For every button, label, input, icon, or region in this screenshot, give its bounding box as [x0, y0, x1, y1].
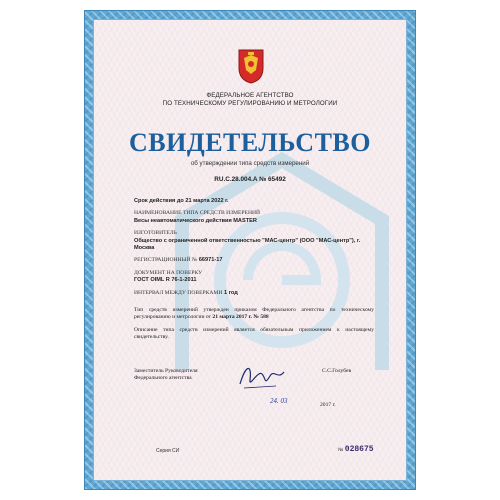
verification-doc-value: ГОСТ OIML R 76-1-2011 — [134, 277, 197, 284]
description-paragraph: Описание типа средств измерений является обязательным приложением к настоящему свидетельству. — [134, 326, 374, 341]
agency-line-1: ФЕДЕРАЛЬНОЕ АГЕНТСТВО — [206, 92, 294, 99]
registration-value: 66971-17 — [198, 257, 223, 264]
handwritten-signature-icon — [236, 360, 288, 392]
certificate-reg-number: RU.C.28.004.A № 65492 — [214, 176, 286, 183]
certificate-border — [84, 10, 416, 490]
agency-name — [94, 92, 406, 108]
type-name-label: НАИМЕНОВАНИЕ ТИПА СРЕДСТВ ИЗМЕРЕНИЙ — [134, 210, 261, 217]
agency-line-2: ПО ТЕХНИЧЕСКОМУ РЕГУЛИРОВАНИЮ И МЕТРОЛОГИИ — [162, 100, 338, 107]
series-label: Серия СИ — [156, 448, 180, 454]
registration-row — [134, 257, 374, 264]
signature-year: 2017 г. — [320, 402, 336, 408]
validity-label: Срок действия до — [134, 198, 184, 204]
registration-label: РЕГИСТРАЦИОННЫЙ № — [134, 257, 198, 264]
interval-row — [134, 290, 374, 297]
certificate-paper — [93, 19, 407, 481]
manufacturer-label: ИЗГОТОВИТЕЛЬ — [134, 230, 177, 237]
interval-value: 1 год — [223, 289, 238, 296]
approval-paragraph — [134, 307, 374, 322]
validity-value: 21 марта 2022 г. — [185, 198, 229, 204]
serial-number-block — [338, 445, 374, 454]
signer-position-2: Федерального агентства — [134, 375, 192, 382]
validity-row — [134, 198, 374, 205]
approval-text: Тип средств измерений утвержден приказом Федерального агентства по техническому регулированию и метрологии от — [134, 307, 374, 321]
document-subtitle: об утверждении типа средств измерений — [190, 160, 310, 167]
manufacturer-value: Общество с ограниченной ответственностью "МАС-центр" (ООО "МАС-центр"), г. Москва — [134, 237, 361, 252]
serial-number: 028675 — [344, 445, 374, 454]
interval-label: ИНТЕРВАЛ МЕЖДУ ПОВЕРКАМИ — [134, 289, 223, 296]
signer-position-1: Заместитель Руководителя — [134, 368, 198, 374]
approval-date: 21 марта 2017 г. № 588 — [212, 314, 269, 321]
signer-name: С.С.Голубев — [322, 368, 352, 374]
verification-doc-label: ДОКУМЕНТ НА ПОВЕРКУ — [134, 269, 203, 276]
signature-block — [134, 368, 374, 408]
certificate-fields — [134, 198, 374, 342]
serial-label: № — [338, 447, 344, 453]
coat-of-arms-icon — [235, 48, 267, 84]
type-name-value: Весы неавтоматического действия MASTER — [134, 217, 257, 224]
document-title: СВИДЕТЕЛЬСТВО — [128, 128, 371, 157]
handwritten-date: 24. 03 — [270, 397, 288, 405]
